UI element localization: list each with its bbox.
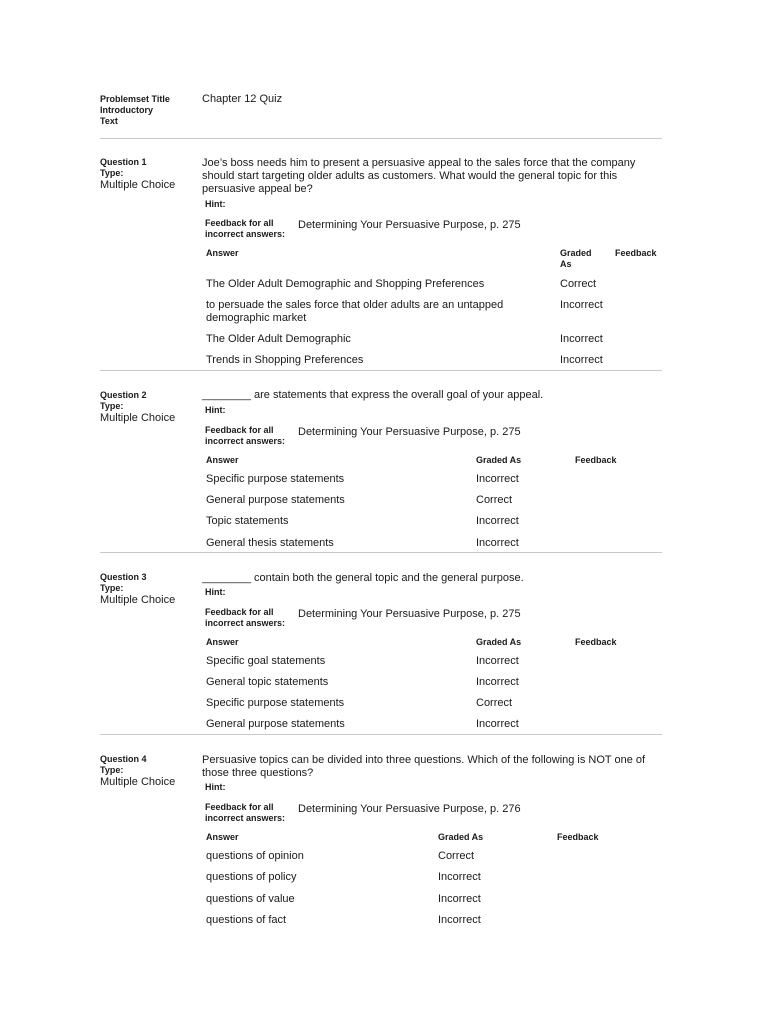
answer-graded: Correct: [476, 697, 513, 709]
answer-graded: Incorrect: [560, 299, 603, 311]
graded-header: Graded As: [560, 248, 592, 269]
feedback-header: Feedback: [575, 455, 617, 465]
feedback-text: Determining Your Persuasive Purpose, p. 275: [298, 426, 521, 438]
answer-text: questions of fact: [206, 914, 287, 926]
answer-header: Answer: [206, 455, 239, 465]
type-label: Type:: [100, 401, 124, 411]
hint-label: Hint:: [205, 199, 226, 209]
graded-header: Graded As: [476, 637, 522, 647]
answer-graded: Correct: [560, 278, 597, 290]
type-label: Type:: [100, 583, 124, 593]
question-text: Joe’s boss needs him to present a persuasive appeal to the sales force that the company should start targeting older adults as customers. What would the general topic for this persuasive appeal be?: [202, 157, 636, 195]
feedback-header: Feedback: [575, 637, 617, 647]
answer-graded: Incorrect: [438, 871, 481, 883]
feedback-text: Determining Your Persuasive Purpose, p. 275: [298, 608, 521, 620]
answer-text: Topic statements: [206, 515, 289, 527]
problemset-label: Problemset Title Introductory Text: [100, 94, 170, 126]
answer-text: to persuade the sales force that older adults are an untapped demographic market: [206, 299, 504, 324]
answer-graded: Correct: [438, 850, 475, 862]
feedback-label: Feedback for all incorrect answers:: [205, 802, 286, 823]
question-text: ________ contain both the general topic and the general purpose.: [202, 572, 524, 584]
type-label: Type:: [100, 168, 124, 178]
answer-graded: Incorrect: [438, 893, 481, 905]
type-label: Type:: [100, 765, 124, 775]
hint-label: Hint:: [205, 587, 226, 597]
feedback-label: Feedback for all incorrect answers:: [205, 218, 286, 239]
hint-label: Hint:: [205, 405, 226, 415]
answer-graded: Incorrect: [476, 718, 519, 730]
problemset-title: Chapter 12 Quiz: [202, 93, 283, 105]
question-type: Multiple Choice: [100, 776, 176, 788]
feedback-text: Determining Your Persuasive Purpose, p. 276: [298, 803, 521, 815]
answer-text: General purpose statements: [206, 718, 345, 730]
answer-graded: Incorrect: [560, 333, 603, 345]
divider: [100, 138, 662, 139]
question-label: Question 3: [100, 572, 147, 582]
answer-graded: Incorrect: [476, 655, 519, 667]
answer-header: Answer: [206, 248, 239, 258]
answer-text: Specific purpose statements: [206, 697, 345, 709]
question-type: Multiple Choice: [100, 179, 176, 191]
answer-header: Answer: [206, 637, 239, 647]
answer-text: The Older Adult Demographic and Shopping Preferences: [206, 278, 485, 290]
feedback-header: Feedback: [615, 248, 657, 258]
feedback-label: Feedback for all incorrect answers:: [205, 607, 286, 628]
feedback-header: Feedback: [557, 832, 599, 842]
hint-label: Hint:: [205, 782, 226, 792]
answer-text: The Older Adult Demographic: [206, 333, 351, 345]
answer-header: Answer: [206, 832, 239, 842]
feedback-label: Feedback for all incorrect answers:: [205, 425, 286, 446]
answer-text: questions of policy: [206, 871, 297, 883]
answer-text: Specific purpose statements: [206, 473, 345, 485]
question-label: Question 2: [100, 390, 147, 400]
answer-text: General purpose statements: [206, 494, 345, 506]
answer-graded: Incorrect: [476, 537, 519, 549]
question-type: Multiple Choice: [100, 412, 176, 424]
answer-graded: Incorrect: [476, 515, 519, 527]
question-label: Question 4: [100, 754, 147, 764]
answer-graded: Incorrect: [476, 676, 519, 688]
question-text: ________ are statements that express the overall goal of your appeal.: [202, 389, 544, 401]
divider: [100, 734, 662, 735]
answer-text: General thesis statements: [206, 537, 334, 549]
answer-graded: Incorrect: [438, 914, 481, 926]
answer-text: Trends in Shopping Preferences: [206, 354, 364, 366]
graded-header: Graded As: [438, 832, 484, 842]
answer-text: questions of opinion: [206, 850, 304, 862]
divider: [100, 552, 662, 553]
graded-header: Graded As: [476, 455, 522, 465]
answer-graded: Incorrect: [476, 473, 519, 485]
answer-graded: Correct: [476, 494, 513, 506]
question-text: Persuasive topics can be divided into three questions. Which of the following is NOT one of those three questions?: [202, 754, 646, 779]
feedback-text: Determining Your Persuasive Purpose, p. 275: [298, 219, 521, 231]
answer-text: General topic statements: [206, 676, 329, 688]
question-type: Multiple Choice: [100, 594, 176, 606]
question-label: Question 1: [100, 157, 147, 167]
answer-graded: Incorrect: [560, 354, 603, 366]
answer-text: questions of value: [206, 893, 295, 905]
divider: [100, 370, 662, 371]
answer-text: Specific goal statements: [206, 655, 326, 667]
